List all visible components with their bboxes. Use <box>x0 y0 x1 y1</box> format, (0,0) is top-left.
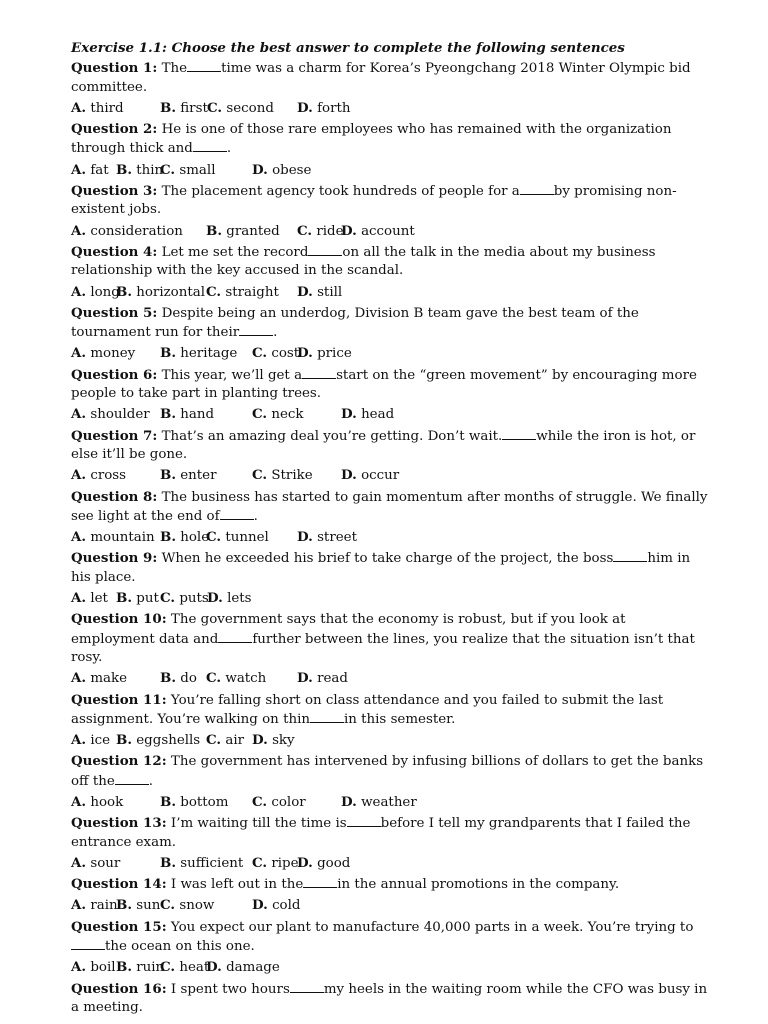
option-letter: C. <box>297 222 313 239</box>
option-text: ripe <box>271 855 299 871</box>
option-text: watch <box>225 671 267 687</box>
option-letter: C. <box>252 406 268 423</box>
option-text: still <box>317 284 343 300</box>
option-d[interactable] <box>297 344 352 363</box>
option-b[interactable] <box>116 589 159 608</box>
option-c[interactable] <box>207 99 274 118</box>
answer-options <box>71 466 708 484</box>
option-text: money <box>90 346 136 362</box>
question-label: Question 7: <box>71 427 158 444</box>
option-letter: D. <box>206 959 222 976</box>
question-text-after-blank: further between the lines, you realize that the situation isn’t that rosy. <box>71 631 695 665</box>
option-letter: B. <box>116 161 132 178</box>
option-letter: A. <box>71 529 87 546</box>
option-b[interactable] <box>116 283 205 302</box>
option-letter: D. <box>297 529 313 546</box>
question-text-after-blank: my heels in the waiting room while the CFO was busy in a meeting. <box>71 981 708 1015</box>
question-6 <box>71 366 708 404</box>
option-letter: A. <box>71 590 87 607</box>
question-text-before-blank: When he exceeded his brief to take charge of the project, the boss <box>161 551 614 567</box>
option-text: neck <box>271 407 304 423</box>
question-text-before-blank: Despite being an underdog, Division B team gave the best team of the tournament run for their <box>71 305 639 341</box>
option-text: ice <box>90 733 111 749</box>
option-text: damage <box>226 960 280 976</box>
option-c[interactable] <box>206 528 269 547</box>
question-13 <box>71 814 708 852</box>
option-text: good <box>317 855 351 871</box>
question-7 <box>71 427 708 465</box>
question-text-after-blank: start on the “green movement” by encouraging more people to take part in planting trees. <box>71 367 697 402</box>
option-letter: D. <box>341 793 357 810</box>
option-text: sun <box>136 898 161 914</box>
option-a[interactable] <box>71 528 155 547</box>
option-letter: C. <box>252 854 268 871</box>
option-b[interactable] <box>160 854 243 873</box>
question-text-after-blank: . <box>273 325 278 341</box>
question-label: Question 10: <box>71 611 167 628</box>
option-letter: A. <box>71 406 87 423</box>
question-3 <box>71 182 708 220</box>
question-text-after-blank: . <box>226 141 232 157</box>
answer-options <box>71 344 708 362</box>
option-letter: C. <box>160 959 176 976</box>
question-label: Question 6: <box>71 366 158 383</box>
answer-options <box>71 958 708 976</box>
option-letter: B. <box>160 670 176 687</box>
option-c[interactable] <box>297 222 344 241</box>
option-text: ride <box>316 223 344 239</box>
option-text: heat <box>179 960 210 976</box>
question-text-before-blank: I’m waiting till the time is <box>170 816 347 832</box>
option-text: thin <box>136 162 164 178</box>
answer-options <box>71 793 708 811</box>
option-letter: C. <box>160 161 176 178</box>
option-a[interactable] <box>71 958 116 977</box>
option-d[interactable] <box>207 589 252 608</box>
option-letter: A. <box>71 467 87 484</box>
question-text-before-blank: That’s an amazing deal you’re getting. Don’t wait. <box>161 428 503 444</box>
question-text-before-blank: I was left out in the <box>170 877 304 893</box>
option-letter: D. <box>341 222 357 239</box>
answer-blank <box>115 772 149 785</box>
option-letter: D. <box>297 283 313 300</box>
option-text: second <box>226 100 274 116</box>
question-label: Question 5: <box>71 304 158 321</box>
option-text: hole <box>180 530 210 546</box>
option-letter: C. <box>160 590 176 607</box>
question-text-before-blank: The placement agency took hundreds of people for a <box>161 184 520 200</box>
option-d[interactable] <box>297 528 357 547</box>
option-letter: D. <box>252 732 268 749</box>
question-text-after-blank: before I tell my grandparents that I failed the entrance exam. <box>71 816 691 850</box>
option-a[interactable] <box>71 405 150 424</box>
answer-options <box>71 405 708 423</box>
option-letter: D. <box>297 345 313 362</box>
answer-options <box>71 669 708 687</box>
option-letter: B. <box>160 467 176 484</box>
option-letter: B. <box>160 99 176 116</box>
question-text-after-blank: in the annual promotions in the company. <box>337 877 620 893</box>
option-letter: A. <box>71 854 87 871</box>
option-letter: D. <box>297 99 313 116</box>
option-d[interactable] <box>297 669 348 688</box>
option-c[interactable] <box>252 344 299 363</box>
question-11 <box>71 691 708 730</box>
answer-options <box>71 896 708 914</box>
question-15 <box>71 918 708 957</box>
option-letter: B. <box>160 345 176 362</box>
option-text: fat <box>90 162 109 178</box>
option-letter: A. <box>71 959 87 976</box>
answer-options <box>71 161 708 179</box>
option-letter: C. <box>160 897 176 914</box>
option-a[interactable] <box>71 283 120 302</box>
option-text: head <box>361 407 395 423</box>
question-label: Question 16: <box>71 980 167 997</box>
option-text: mountain <box>90 530 155 546</box>
option-letter: A. <box>71 732 87 749</box>
option-letter: A. <box>71 897 87 914</box>
option-letter: C. <box>206 670 222 687</box>
question-label: Question 1: <box>71 60 158 77</box>
option-letter: B. <box>160 793 176 810</box>
option-d[interactable] <box>252 731 295 750</box>
option-d[interactable] <box>297 854 350 873</box>
question-label: Question 11: <box>71 691 167 708</box>
option-d[interactable] <box>206 958 280 977</box>
option-text: heritage <box>180 346 238 362</box>
answer-blank <box>302 366 336 379</box>
option-letter: D. <box>297 670 313 687</box>
option-a[interactable] <box>71 896 118 915</box>
option-letter: C. <box>206 283 222 300</box>
question-label: Question 15: <box>71 918 167 935</box>
option-letter: C. <box>207 99 223 116</box>
option-d[interactable] <box>297 283 342 302</box>
option-letter: A. <box>71 793 87 810</box>
question-text-after-blank: the ocean on this one. <box>105 939 255 955</box>
option-text: air <box>225 733 245 749</box>
answer-blank <box>520 182 554 195</box>
option-letter: C. <box>206 529 222 546</box>
question-text-after-blank: by promising non-existent jobs. <box>71 184 677 218</box>
question-text-before-blank: You expect our plant to manufacture 40,000 parts in a week. You’re trying to <box>170 919 694 935</box>
question-label: Question 13: <box>71 815 167 832</box>
option-c[interactable] <box>160 161 215 180</box>
option-d[interactable] <box>341 793 417 812</box>
answer-options <box>71 99 708 117</box>
question-label: Question 9: <box>71 550 158 567</box>
option-text: let <box>90 591 108 607</box>
question-label: Question 2: <box>71 121 158 138</box>
option-text: third <box>90 100 124 116</box>
answer-blank <box>193 139 227 152</box>
question-text-before-blank: The government has intervened by infusing billions of dollars to get the banks off the <box>71 754 704 789</box>
option-c[interactable] <box>206 731 244 750</box>
option-letter: B. <box>116 283 132 300</box>
option-text: Strike <box>271 468 313 484</box>
option-letter: D. <box>297 854 313 871</box>
question-text-before-blank: The business has started to gain momentum after months of struggle. We finally see light at the end of <box>71 489 708 524</box>
answer-blank <box>187 59 221 72</box>
option-text: sufficient <box>180 855 244 871</box>
option-letter: A. <box>71 345 87 362</box>
option-letter: B. <box>116 732 132 749</box>
answer-blank <box>71 937 105 950</box>
question-label: Question 14: <box>71 876 167 893</box>
question-10 <box>71 610 708 667</box>
option-d[interactable] <box>341 222 415 241</box>
option-text: forth <box>317 100 351 116</box>
answer-blank <box>220 507 254 520</box>
answer-options <box>71 222 708 240</box>
question-text-after-blank: him in his place. <box>71 551 691 585</box>
option-b[interactable] <box>116 958 164 977</box>
option-text: hand <box>180 407 215 423</box>
option-b[interactable] <box>160 99 208 118</box>
answer-blank <box>613 549 647 562</box>
question-text-before-blank: The government says that the economy is robust, but if you look at employment data and <box>71 612 626 647</box>
option-letter: B. <box>206 222 222 239</box>
title-separator: : <box>162 40 172 56</box>
question-text-before-blank: This year, we’ll get a <box>161 367 303 383</box>
question-label: Question 3: <box>71 183 158 200</box>
option-text: color <box>271 794 306 810</box>
option-a[interactable] <box>71 222 183 241</box>
question-12 <box>71 752 708 791</box>
question-text-before-blank: You’re falling short on class attendance and you failed to submit the last assignment. You’re walking on thin <box>71 692 664 727</box>
answer-options <box>71 731 708 749</box>
option-a[interactable] <box>71 589 108 608</box>
option-b[interactable] <box>116 161 163 180</box>
answer-options <box>71 283 708 301</box>
option-letter: B. <box>116 897 132 914</box>
option-letter: B. <box>116 959 132 976</box>
option-text: make <box>90 671 128 687</box>
question-list <box>71 59 708 1017</box>
answer-blank <box>290 980 324 993</box>
option-a[interactable] <box>71 731 110 750</box>
answer-options <box>71 854 708 872</box>
option-letter: A. <box>71 99 87 116</box>
option-d[interactable] <box>252 161 311 180</box>
option-text: enter <box>180 468 217 484</box>
option-letter: C. <box>252 345 268 362</box>
option-text: first <box>180 100 208 116</box>
question-16 <box>71 980 708 1018</box>
option-c[interactable] <box>206 669 266 688</box>
question-label: Question 8: <box>71 488 158 505</box>
option-text: bottom <box>180 794 229 810</box>
option-text: small <box>179 162 216 178</box>
option-text: granted <box>226 223 280 239</box>
option-letter: A. <box>71 283 87 300</box>
answer-blank <box>502 427 536 440</box>
question-text-before-blank: I spent two hours <box>170 981 290 997</box>
option-d[interactable] <box>341 466 399 485</box>
option-text: occur <box>361 468 400 484</box>
option-letter: C. <box>206 732 222 749</box>
option-text: snow <box>179 898 215 914</box>
option-letter: A. <box>71 222 87 239</box>
option-text: street <box>317 530 357 546</box>
option-letter: C. <box>252 467 268 484</box>
question-2 <box>71 120 708 159</box>
question-label: Question 4: <box>71 243 158 260</box>
answer-blank <box>347 814 381 827</box>
option-letter: A. <box>71 670 87 687</box>
option-letter: B. <box>160 529 176 546</box>
option-a[interactable] <box>71 793 123 812</box>
option-c[interactable] <box>252 466 313 485</box>
option-text: rain <box>90 898 118 914</box>
option-letter: B. <box>116 590 132 607</box>
option-text: lets <box>227 591 252 607</box>
question-text-after-blank: in this semester. <box>343 711 456 727</box>
option-c[interactable] <box>160 958 209 977</box>
option-text: long <box>90 284 120 300</box>
question-text-before-blank: Let me set the record <box>161 244 309 260</box>
option-c[interactable] <box>252 405 304 424</box>
answer-blank <box>239 323 273 336</box>
option-text: sky <box>272 733 295 749</box>
answer-options <box>71 528 708 546</box>
question-9 <box>71 549 708 587</box>
question-text-after-blank: . <box>253 508 258 524</box>
option-b[interactable] <box>160 793 228 812</box>
question-text-after-blank: on all the talk in the media about my business relationship with the key accused in the scandal. <box>71 244 656 279</box>
option-letter: D. <box>252 161 268 178</box>
answer-blank <box>308 243 342 256</box>
question-1 <box>71 59 708 97</box>
option-text: do <box>180 671 197 687</box>
option-text: boil <box>90 960 116 976</box>
answer-blank <box>310 710 344 723</box>
option-text: tunnel <box>225 530 269 546</box>
option-text: put <box>136 591 159 607</box>
option-d[interactable] <box>341 405 394 424</box>
question-5 <box>71 304 708 343</box>
option-text: obese <box>272 162 312 178</box>
option-letter: D. <box>341 467 357 484</box>
option-text: horizontal <box>136 284 206 300</box>
option-b[interactable] <box>116 731 200 750</box>
option-text: cross <box>90 468 127 484</box>
option-b[interactable] <box>160 669 197 688</box>
option-b[interactable] <box>116 896 160 915</box>
option-text: weather <box>361 794 417 810</box>
question-14 <box>71 875 708 894</box>
option-c[interactable] <box>160 589 209 608</box>
exercise-title <box>71 39 708 57</box>
option-text: read <box>317 671 348 687</box>
question-label: Question 12: <box>71 753 167 770</box>
option-text: puts <box>179 591 209 607</box>
option-c[interactable] <box>252 793 306 812</box>
option-letter: C. <box>252 793 268 810</box>
option-b[interactable] <box>206 222 280 241</box>
option-text: sour <box>90 855 121 871</box>
option-text: cost <box>271 346 300 362</box>
option-letter: A. <box>71 161 87 178</box>
answer-options <box>71 589 708 607</box>
option-c[interactable] <box>160 896 214 915</box>
option-a[interactable] <box>71 344 135 363</box>
option-text: eggshells <box>136 733 201 749</box>
answer-blank <box>303 875 337 888</box>
question-text-before-blank: He is one of those rare employees who has remained with the organization through thick and <box>71 122 672 157</box>
question-text-after-blank: while the iron is hot, or else it’ll be gone. <box>71 428 696 462</box>
option-text: account <box>361 223 415 239</box>
option-a[interactable] <box>71 854 120 873</box>
option-a[interactable] <box>71 99 124 118</box>
option-letter: B. <box>160 854 176 871</box>
option-b[interactable] <box>160 528 209 547</box>
option-text: ruin <box>136 960 165 976</box>
option-text: price <box>317 346 352 362</box>
question-text-after-blank: time was a charm for Korea’s Pyeongchang 2018 Winter Olympic bid committee. <box>71 61 691 95</box>
option-c[interactable] <box>206 283 279 302</box>
option-b[interactable] <box>160 466 217 485</box>
option-d[interactable] <box>252 896 300 915</box>
option-text: cold <box>272 898 301 914</box>
answer-blank <box>218 630 252 643</box>
exercise-instruction: Choose the best answer to complete the following sentences <box>171 40 625 56</box>
question-4 <box>71 243 708 281</box>
option-text: straight <box>225 284 279 300</box>
option-text: consideration <box>90 223 183 239</box>
option-letter: B. <box>160 406 176 423</box>
option-b[interactable] <box>160 344 237 363</box>
option-letter: D. <box>207 590 223 607</box>
option-b[interactable] <box>160 405 214 424</box>
option-d[interactable] <box>297 99 351 118</box>
question-text-before-blank: The <box>161 61 188 77</box>
option-text: hook <box>90 794 124 810</box>
option-c[interactable] <box>252 854 299 873</box>
question-8 <box>71 488 708 527</box>
option-a[interactable] <box>71 161 109 180</box>
option-a[interactable] <box>71 669 127 688</box>
exercise-number: Exercise 1.1 <box>71 40 163 56</box>
option-text: shoulder <box>90 407 150 423</box>
question-text-after-blank: . <box>148 773 154 789</box>
option-letter: D. <box>341 406 357 423</box>
option-letter: D. <box>252 897 268 914</box>
option-a[interactable] <box>71 466 126 485</box>
